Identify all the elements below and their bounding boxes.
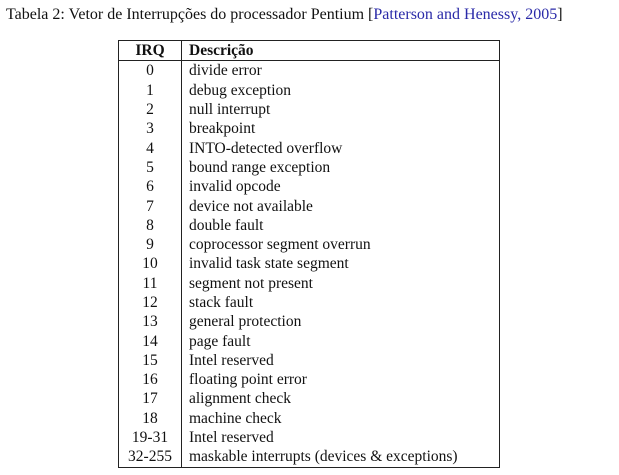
citation-link[interactable]: Patterson and Henessy, 2005 [373,6,558,23]
description-cell: divide error [182,61,500,81]
description-cell: segment not present [182,274,500,293]
irq-cell: 8 [119,216,182,235]
irq-cell: 5 [119,158,182,177]
table-row [119,409,500,428]
table-row [119,81,500,100]
irq-cell: 32-255 [119,447,182,467]
irq-cell: 2 [119,100,182,119]
description-cell: Intel reserved [182,428,500,447]
table-row [119,158,500,177]
irq-cell: 15 [119,351,182,370]
description-cell: machine check [182,409,500,428]
description-cell: maskable interrupts (devices & exceptions) [182,447,500,467]
table-body [119,61,500,467]
table-row [119,235,500,254]
description-cell: debug exception [182,81,500,100]
irq-cell: 16 [119,370,182,389]
irq-cell: 0 [119,61,182,81]
irq-cell: 6 [119,177,182,196]
table-row [119,331,500,350]
irq-cell: 3 [119,119,182,138]
table-row [119,312,500,331]
irq-cell: 18 [119,409,182,428]
table-row [119,293,500,312]
description-cell: breakpoint [182,119,500,138]
header-irq: IRQ [119,41,182,61]
description-cell: invalid opcode [182,177,500,196]
table-row [119,61,500,81]
description-cell: alignment check [182,389,500,408]
irq-cell: 12 [119,293,182,312]
irq-cell: 17 [119,389,182,408]
interrupt-vector-table [118,40,500,468]
table-header [119,41,500,61]
table-caption [6,5,618,25]
table-row [119,428,500,447]
description-cell: double fault [182,216,500,235]
table-row [119,138,500,157]
caption-text: Vetor de Interrupções do processador Pentium [68,6,365,23]
irq-cell: 11 [119,274,182,293]
irq-cell: 9 [119,235,182,254]
description-cell: general protection [182,312,500,331]
table-row [119,351,500,370]
table-row [119,196,500,215]
table-row [119,100,500,119]
table-row [119,370,500,389]
description-cell: invalid task state segment [182,254,500,273]
table-row [119,254,500,273]
citation-close-bracket: ] [557,6,563,23]
irq-cell: 10 [119,254,182,273]
table-row [119,389,500,408]
irq-cell: 19-31 [119,428,182,447]
irq-cell: 13 [119,312,182,331]
table-row [119,447,500,467]
caption-label: Tabela 2: [6,6,65,23]
table-row [119,274,500,293]
description-cell: floating point error [182,370,500,389]
description-cell: Intel reserved [182,351,500,370]
table-row [119,177,500,196]
header-description: Descrição [182,41,500,61]
header-row [119,41,500,61]
irq-cell: 7 [119,196,182,215]
description-cell: INTO-detected overflow [182,138,500,157]
description-cell: bound range exception [182,158,500,177]
irq-cell: 14 [119,331,182,350]
description-cell: page fault [182,331,500,350]
irq-cell: 1 [119,81,182,100]
description-cell: null interrupt [182,100,500,119]
table-row [119,216,500,235]
table-row [119,119,500,138]
citation-open-bracket: [ [368,6,374,23]
description-cell: stack fault [182,293,500,312]
description-cell: coprocessor segment overrun [182,235,500,254]
description-cell: device not available [182,196,500,215]
irq-cell: 4 [119,138,182,157]
